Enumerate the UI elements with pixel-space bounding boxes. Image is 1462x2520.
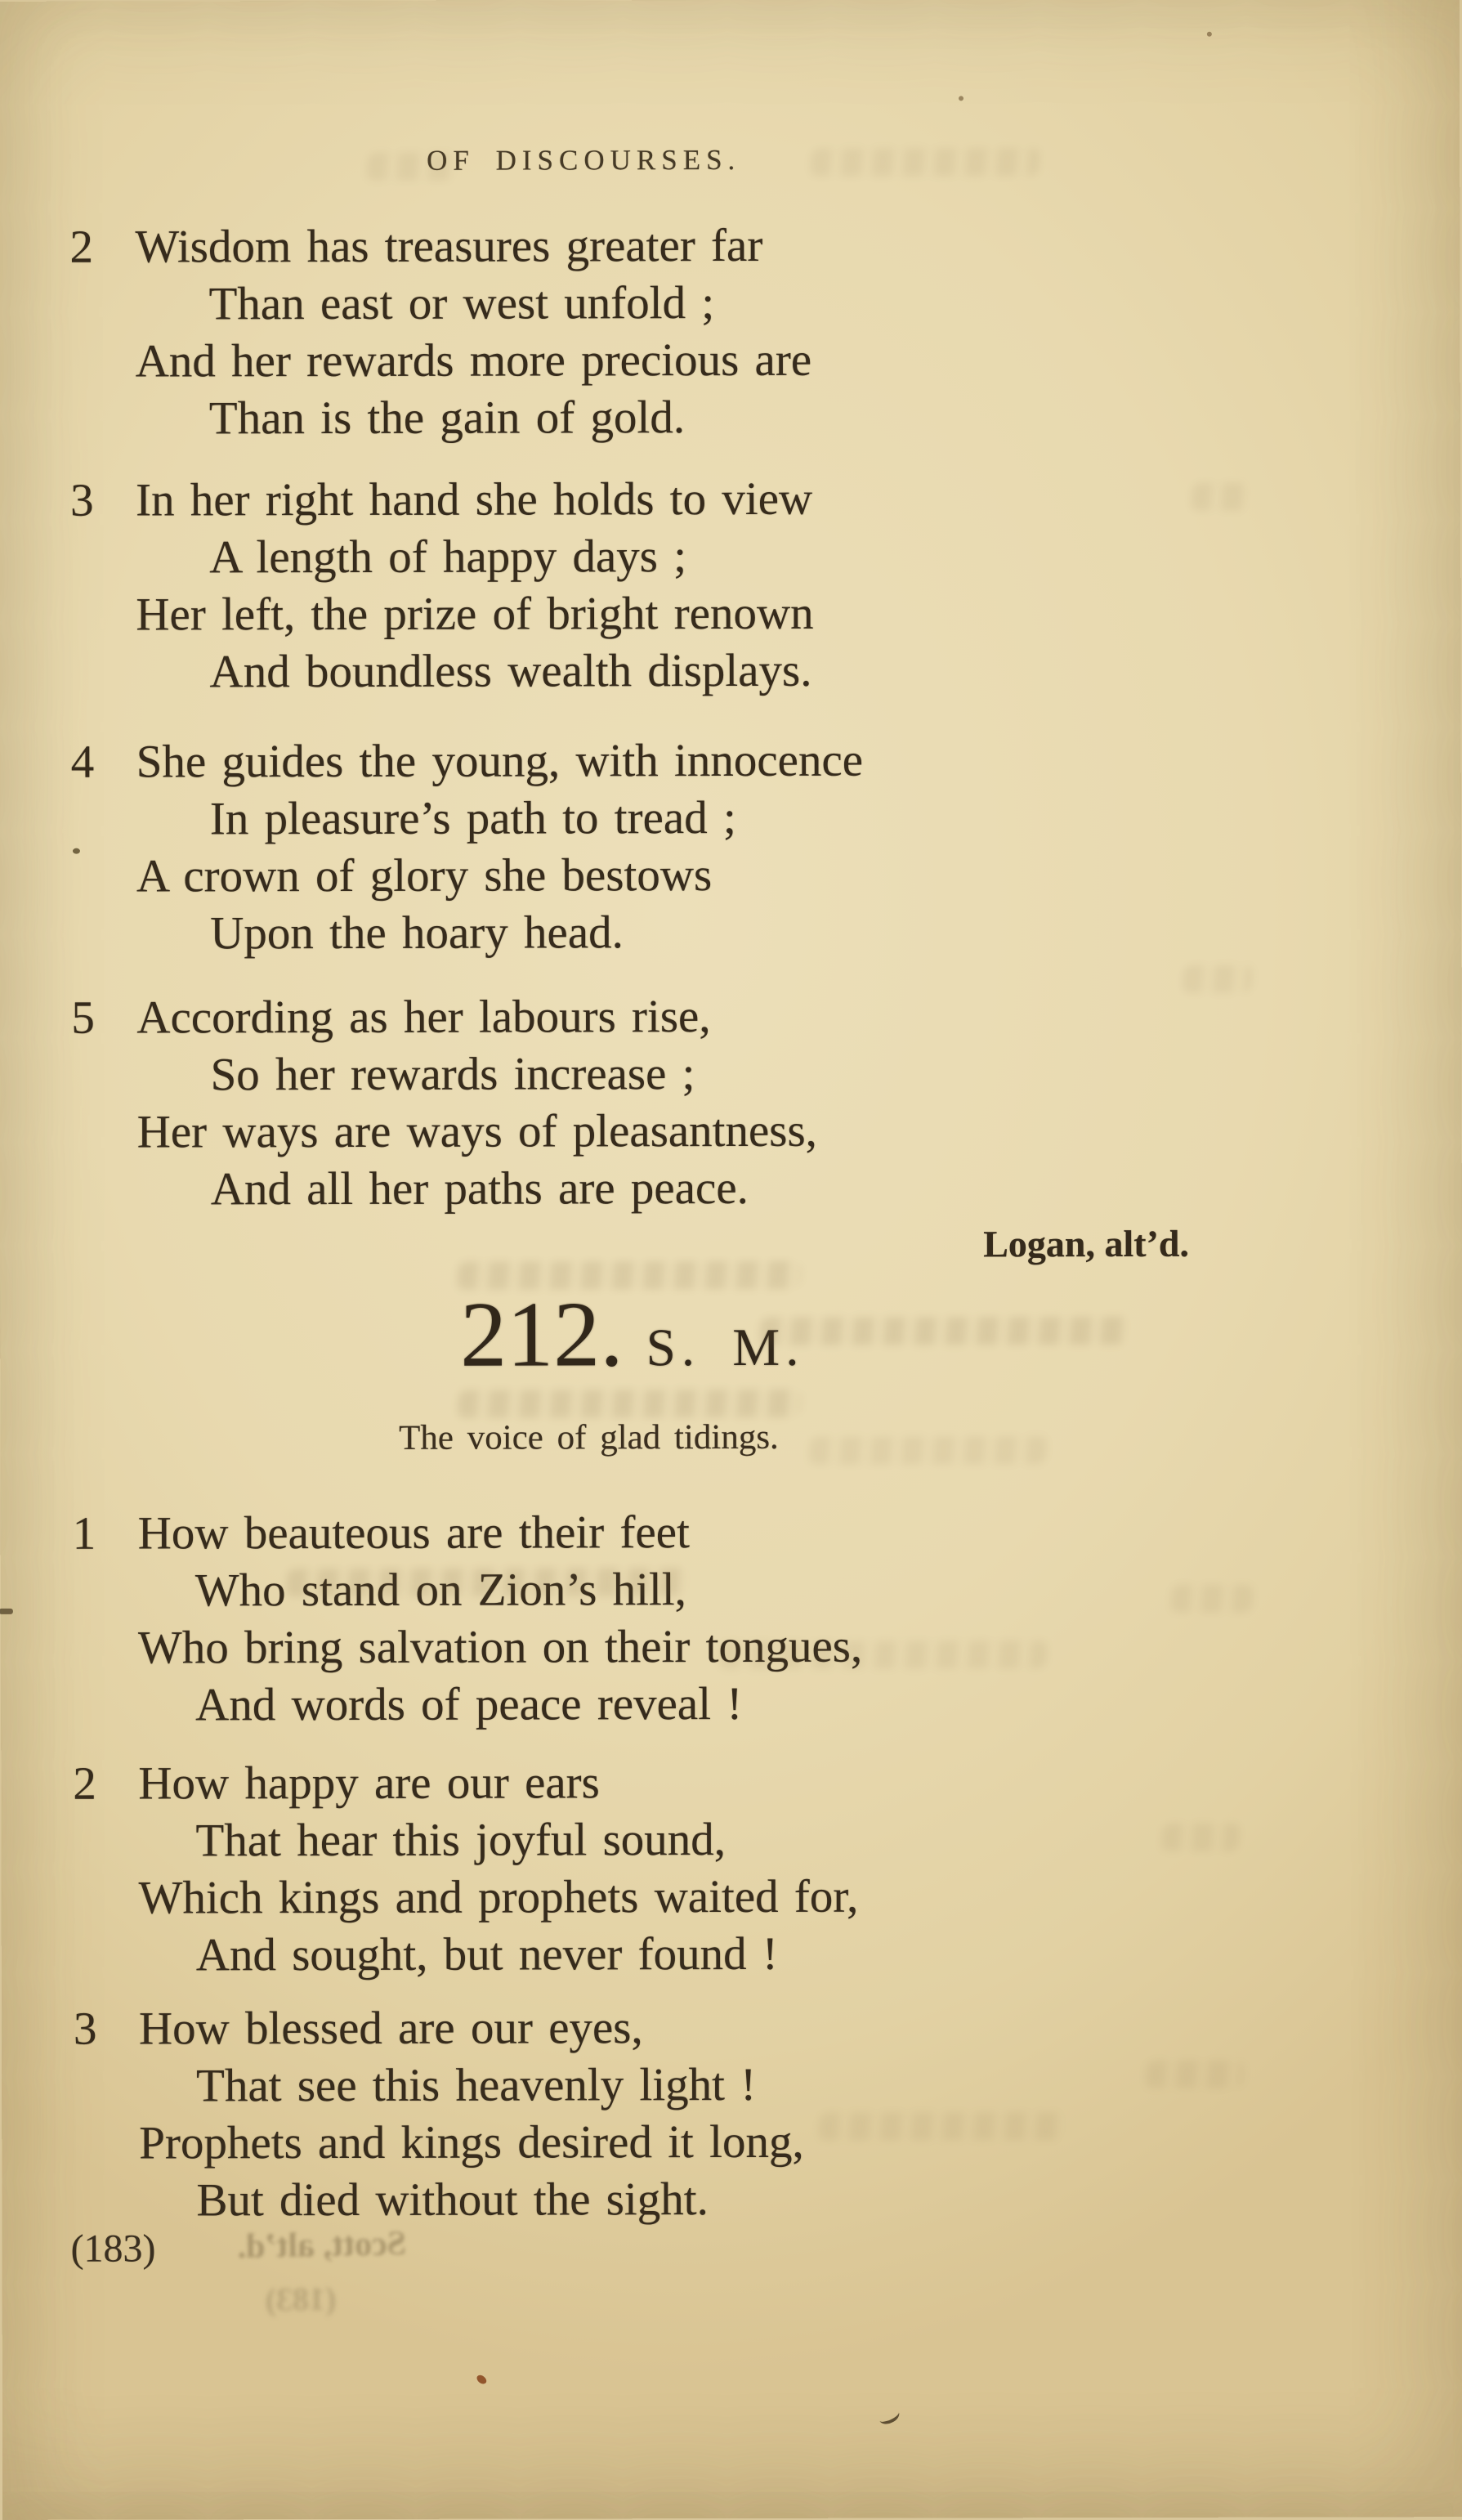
verse-number: 4 <box>70 736 95 788</box>
verse-line: That hear this joyful sound, <box>195 1814 727 1867</box>
bleedthrough-smudge <box>1182 965 1253 993</box>
verse-line: And her rewards more precious are <box>135 333 812 387</box>
verse-number: 2 <box>69 221 93 273</box>
hymn-attribution: Logan, alt’d. <box>983 1222 1190 1265</box>
hymn-subtitle: The voice of glad tidings. <box>399 1417 779 1457</box>
verse-line: A crown of glory she bestows <box>136 849 713 902</box>
verse-line: But died without the sight. <box>196 2173 709 2227</box>
verse-line: Who stand on Zion’s hill, <box>194 1564 686 1617</box>
verse-number: 5 <box>71 991 95 1044</box>
verse-line: And all her paths are peace. <box>210 1162 749 1215</box>
verse-line: Her ways are ways of pleasantness, <box>136 1104 817 1158</box>
verse-line: Prophets and kings desired it long, <box>139 2115 804 2169</box>
verse-number: 3 <box>73 2003 97 2055</box>
hymn-number: 212. <box>460 1282 624 1386</box>
verse-line: How blessed are our eyes, <box>138 2002 643 2055</box>
verse-line: So her rewards increase ; <box>210 1048 695 1101</box>
verse-3 <box>74 1999 804 2230</box>
verse-2 <box>73 1754 858 1985</box>
verse-line: Upon the hoary head. <box>210 906 624 960</box>
verse-line: She guides the young, with innocence <box>136 734 864 788</box>
verse-4 <box>71 732 864 963</box>
hymn-meter: S. M. <box>646 1318 805 1378</box>
verse-5 <box>71 988 817 1219</box>
bleedthrough-smudge <box>1170 1585 1254 1613</box>
paper-speck <box>1207 32 1212 37</box>
verse-line: And boundless wealth displays. <box>209 644 812 698</box>
paper-speck <box>959 96 963 101</box>
verse-line: Than east or west unfold ; <box>208 277 715 330</box>
verse-line: That see this heavenly light ! <box>196 2058 757 2112</box>
verse-line: Which kings and prophets waited for, <box>138 1870 859 1924</box>
verse-3 <box>70 471 814 701</box>
running-header: OF DISCOURSES. <box>427 143 741 177</box>
bleedthrough-smudge <box>1160 1824 1240 1851</box>
bleedthrough-page-number-mirror: (183) <box>265 2280 337 2318</box>
verse-line: How happy are our ears <box>138 1757 600 1810</box>
verse-number: 1 <box>72 1507 96 1560</box>
verse-line: Who bring salvation on their tongues, <box>137 1620 863 1674</box>
verse-line: And words of peace reveal ! <box>195 1677 743 1731</box>
verse-line: Than is the gain of gold. <box>208 392 686 445</box>
bleedthrough-smudge <box>1145 2061 1245 2088</box>
verse-line: In her right hand she holds to view <box>135 472 813 526</box>
bleedthrough-smudge <box>1191 483 1250 511</box>
verse-line: A length of happy days ; <box>209 530 687 584</box>
verse-line: Wisdom has treasures greater far <box>135 219 763 273</box>
verse-line: Her left, the prize of bright renown <box>136 587 814 641</box>
paper-speck <box>73 848 80 854</box>
bleedthrough-smudge <box>818 2112 1065 2141</box>
verse-number: 3 <box>69 474 94 526</box>
verse-2 <box>69 217 811 448</box>
verse-line: In pleasure’s path to tread ; <box>209 791 736 845</box>
verse-line: According as her labours rise, <box>136 991 711 1044</box>
paper-speck <box>475 2374 488 2386</box>
verse-line: And sought, but never found ! <box>195 1927 778 1981</box>
verse-1 <box>73 1504 863 1734</box>
pen-mark <box>877 2406 902 2427</box>
hymn-heading <box>460 1282 805 1395</box>
page-number: (183) <box>70 2227 156 2271</box>
bleedthrough-attribution-mirror: Scott, alt’d. <box>237 2225 407 2267</box>
bleedthrough-smudge <box>759 1317 1129 1345</box>
edge-mark <box>0 1609 13 1614</box>
verse-number: 2 <box>73 1757 96 1810</box>
verse-line: How beauteous are their feet <box>137 1506 690 1560</box>
